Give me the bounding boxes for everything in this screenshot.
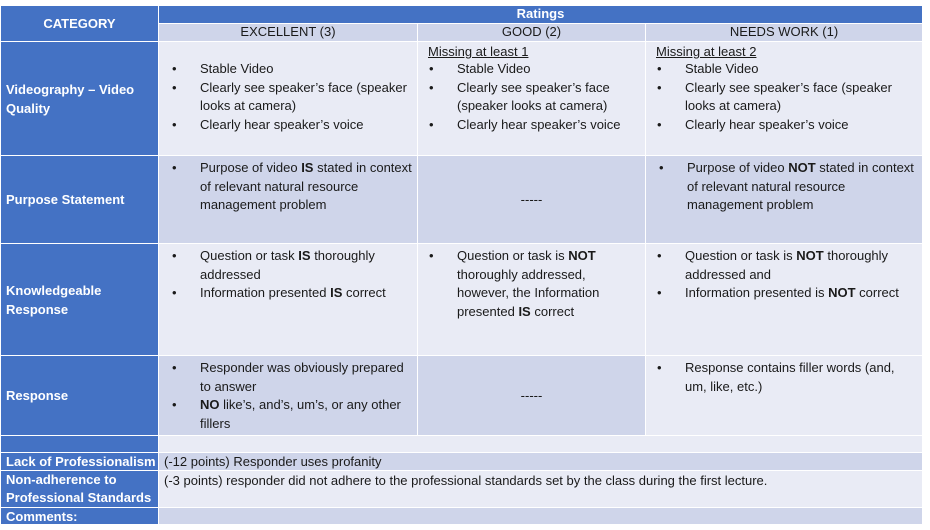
list-item: • Purpose of video NOT stated in context of relevant natural resource management problem — [650, 159, 918, 215]
header-row — [1, 6, 923, 24]
list-item: • Stable Video — [163, 60, 413, 79]
cell-purpose-excellent — [159, 156, 418, 244]
cell-response-needs-work — [646, 356, 923, 436]
level-needs-work: NEEDS WORK (1) — [646, 24, 923, 42]
list-item: • Question or task is NOT thoroughly addressed and — [648, 247, 918, 284]
list-item: • Clearly hear speaker’s voice — [420, 116, 641, 135]
list-item: • Clearly hear speaker’s voice — [163, 116, 413, 135]
list-item: • Clearly hear speaker’s voice — [648, 116, 918, 135]
level-excellent: EXCELLENT (3) — [159, 24, 418, 42]
category-header: CATEGORY — [1, 6, 159, 42]
category-non-adherence: Non-adherence to Professional Standards — [1, 471, 159, 508]
list-item: • Stable Video — [420, 60, 641, 79]
list-item: • Information presented is NOT correct — [648, 284, 918, 303]
cell-purpose-good: ----- — [418, 156, 646, 244]
category-videography: Videography – Video Quality — [1, 42, 159, 156]
ratings-header: Ratings — [159, 6, 923, 24]
grading-rubric — [0, 5, 922, 525]
list-item: • Clearly see speaker’s face (speaker looks at camera) — [648, 79, 918, 116]
category-lack-professionalism: Lack of Professionalism — [1, 453, 159, 471]
row-lack-professionalism — [1, 453, 923, 471]
category-response: Response — [1, 356, 159, 436]
row-spacer — [1, 436, 923, 453]
list-item: • Clearly see speaker’s face (speaker looks at camera) — [420, 79, 641, 116]
row-response — [1, 356, 923, 436]
category-purpose: Purpose Statement — [1, 156, 159, 244]
list-item: • NO like’s, and’s, um’s, or any other fillers — [163, 396, 413, 433]
rubric-table — [0, 5, 923, 525]
cell-videography-good — [418, 42, 646, 156]
row-videography — [1, 42, 923, 156]
list-item: • Question or task is NOT thoroughly addressed, however, the Information presented IS correct — [420, 247, 605, 321]
missing-note: Missing at least 1 — [428, 44, 529, 59]
cell-videography-needs-work — [646, 42, 923, 156]
row-purpose — [1, 156, 923, 244]
cell-lack-professionalism: (-12 points) Responder uses profanity — [159, 453, 923, 471]
row-knowledge — [1, 244, 923, 356]
cell-knowledge-good — [418, 244, 646, 356]
cell-spacer — [159, 436, 923, 453]
list-item: • Clearly see speaker’s face (speaker looks at camera) — [163, 79, 413, 116]
missing-note: Missing at least 2 — [656, 44, 757, 59]
list-item: • Purpose of video IS stated in context of relevant natural resource management problem — [163, 159, 413, 215]
comments-field — [159, 508, 923, 525]
cell-non-adherence: (-3 points) responder did not adhere to the professional standards set by the class during the first lecture. — [159, 471, 923, 508]
level-good: GOOD (2) — [418, 24, 646, 42]
list-item: • Information presented IS correct — [163, 284, 413, 303]
list-item: • Response contains filler words (and, um, like, etc.) — [648, 359, 918, 396]
category-knowledge: Knowledgeable Response — [1, 244, 159, 356]
row-comments — [1, 508, 923, 525]
cell-videography-excellent — [159, 42, 418, 156]
cell-knowledge-excellent — [159, 244, 418, 356]
cell-response-excellent — [159, 356, 418, 436]
cell-purpose-needs-work — [646, 156, 923, 244]
category-spacer — [1, 436, 159, 453]
cell-response-good: ----- — [418, 356, 646, 436]
category-comments: Comments: — [1, 508, 159, 525]
list-item: • Question or task IS thoroughly addressed — [163, 247, 413, 284]
list-item: • Responder was obviously prepared to answer — [163, 359, 413, 396]
row-non-adherence — [1, 471, 923, 508]
cell-knowledge-needs-work — [646, 244, 923, 356]
list-item: • Stable Video — [648, 60, 918, 79]
